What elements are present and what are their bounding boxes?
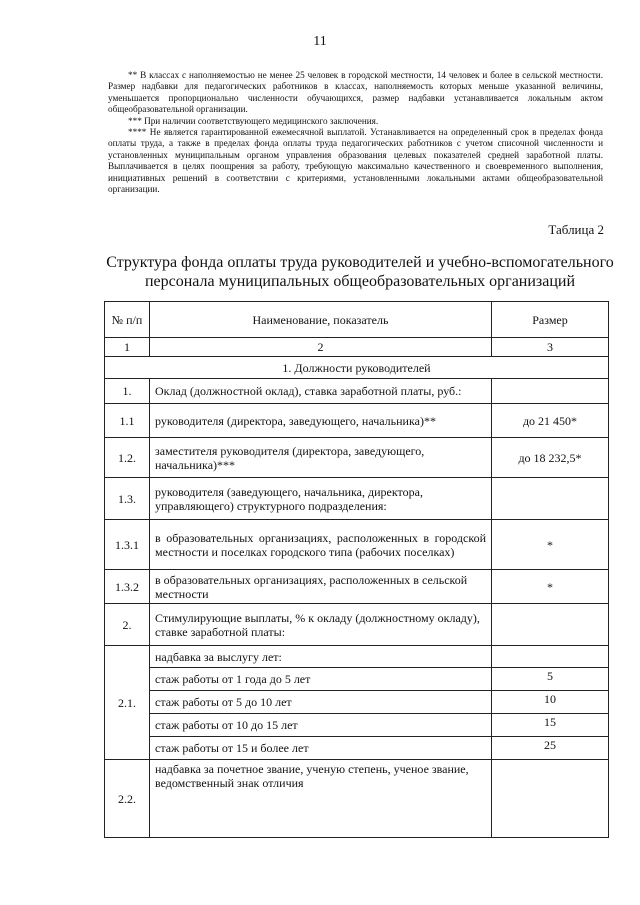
table-title-line-1: Структура фонда оплаты труда руководителей и учебно-вспомогательного bbox=[106, 254, 614, 271]
row-name: Стимулирующие выплаты, % к окладу (должностному окладу), ставке заработной платы: bbox=[150, 604, 492, 646]
header-size: Размер bbox=[492, 302, 609, 338]
row-size bbox=[492, 379, 609, 404]
col-number-1: 1 bbox=[105, 338, 150, 357]
row-name: стаж работы от 10 до 15 лет bbox=[150, 714, 492, 737]
row-name: стаж работы от 15 и более лет bbox=[150, 737, 492, 760]
row-name: надбавка за почетное звание, ученую степень, ученое звание, ведомственный знак отличия bbox=[150, 760, 492, 838]
footnote-2: ** В классах с наполняемостью не менее 25 человек в городской местности, 14 человек и более в сельской местности. Размер надбавки для педагогических работников в классах, наполняемость которых меньше указанной величины, уменьшается пропорционально численности обучающихся, размер надбавки устанавливается локальным актом общеобразовательной организации. bbox=[108, 70, 603, 115]
table-header-row bbox=[105, 302, 609, 338]
row-size bbox=[492, 478, 609, 520]
table-row bbox=[105, 404, 609, 438]
table-row bbox=[105, 570, 609, 604]
row-size: 5 bbox=[492, 668, 609, 691]
row-size: * bbox=[492, 520, 609, 570]
section-title-managers: 1. Должности руководителей bbox=[105, 357, 609, 379]
row-name: стаж работы от 1 года до 5 лет bbox=[150, 668, 492, 691]
row-name: в образовательных организациях, расположенных в городской местности и поселках городского типа (рабочих поселках) bbox=[150, 520, 492, 570]
row-number: 1.3.1 bbox=[105, 520, 150, 570]
page-number: 11 bbox=[313, 34, 327, 49]
row-name: надбавка за выслугу лет: bbox=[150, 646, 492, 668]
row-name: Оклад (должностной оклад), ставка заработной платы, руб.: bbox=[150, 379, 492, 404]
row-number: 2.2. bbox=[105, 760, 150, 838]
table-row bbox=[105, 520, 609, 570]
table-row bbox=[105, 691, 609, 714]
row-size: 10 bbox=[492, 691, 609, 714]
table-row bbox=[105, 668, 609, 691]
row-name: руководителя (директора, заведующего, начальника)** bbox=[150, 404, 492, 438]
row-name: заместителя руководителя (директора, заведующего, начальника)*** bbox=[150, 438, 492, 478]
row-size: 25 bbox=[492, 737, 609, 760]
row-name: в образовательных организациях, расположенных в сельской местности bbox=[150, 570, 492, 604]
salary-structure-table bbox=[104, 301, 609, 838]
table-row bbox=[105, 438, 609, 478]
row-size bbox=[492, 604, 609, 646]
table-row bbox=[105, 604, 609, 646]
table-row bbox=[105, 379, 609, 404]
table-title-line-2: персонала муниципальных общеобразовательных организаций bbox=[144, 273, 576, 290]
row-name: стаж работы от 5 до 10 лет bbox=[150, 691, 492, 714]
header-name: Наименование, показатель bbox=[150, 302, 492, 338]
table-label: Таблица 2 bbox=[548, 222, 604, 237]
column-numbers-row bbox=[105, 338, 609, 357]
row-size: 15 bbox=[492, 714, 609, 737]
row-size bbox=[492, 760, 609, 838]
row-number: 1.3.2 bbox=[105, 570, 150, 604]
row-number: 2.1. bbox=[105, 646, 150, 760]
table-row bbox=[105, 478, 609, 520]
footnote-3: *** При наличии соответствующего медицинского заключения. bbox=[128, 115, 379, 126]
row-size: до 18 232,5* bbox=[492, 438, 609, 478]
row-name: руководителя (заведующего, начальника, директора, управляющего) структурного подразделения: bbox=[150, 478, 492, 520]
row-number: 1. bbox=[105, 379, 150, 404]
row-number: 1.3. bbox=[105, 478, 150, 520]
row-size: до 21 450* bbox=[492, 404, 609, 438]
footnote-4: **** Не является гарантированной ежемесячной выплатой. Устанавливается на определенный срок в пределах фонда оплаты труда, а также в пределах фонда оплаты труда педагогических работников с учетом списочной численности и установленных муниципальным органом управления образования целевых показателей средней заработной платы. Выплачивается в целях поощрения за работу, требующую максимально качественного и своевременного выполнения, инициативных решений в соответствии с критериями, установленными локальными актами общеобразовательной организации. bbox=[108, 127, 603, 195]
table-row bbox=[105, 760, 609, 838]
row-number: 2. bbox=[105, 604, 150, 646]
table-row bbox=[105, 646, 609, 668]
table-row bbox=[105, 737, 609, 760]
footnotes bbox=[108, 70, 603, 195]
header-num: № п/п bbox=[105, 302, 150, 338]
table-title bbox=[100, 253, 620, 291]
section-row bbox=[105, 357, 609, 379]
row-size bbox=[492, 646, 609, 668]
row-size: * bbox=[492, 570, 609, 604]
col-number-3: 3 bbox=[492, 338, 609, 357]
row-number: 1.1 bbox=[105, 404, 150, 438]
col-number-2: 2 bbox=[150, 338, 492, 357]
table-row bbox=[105, 714, 609, 737]
row-number: 1.2. bbox=[105, 438, 150, 478]
